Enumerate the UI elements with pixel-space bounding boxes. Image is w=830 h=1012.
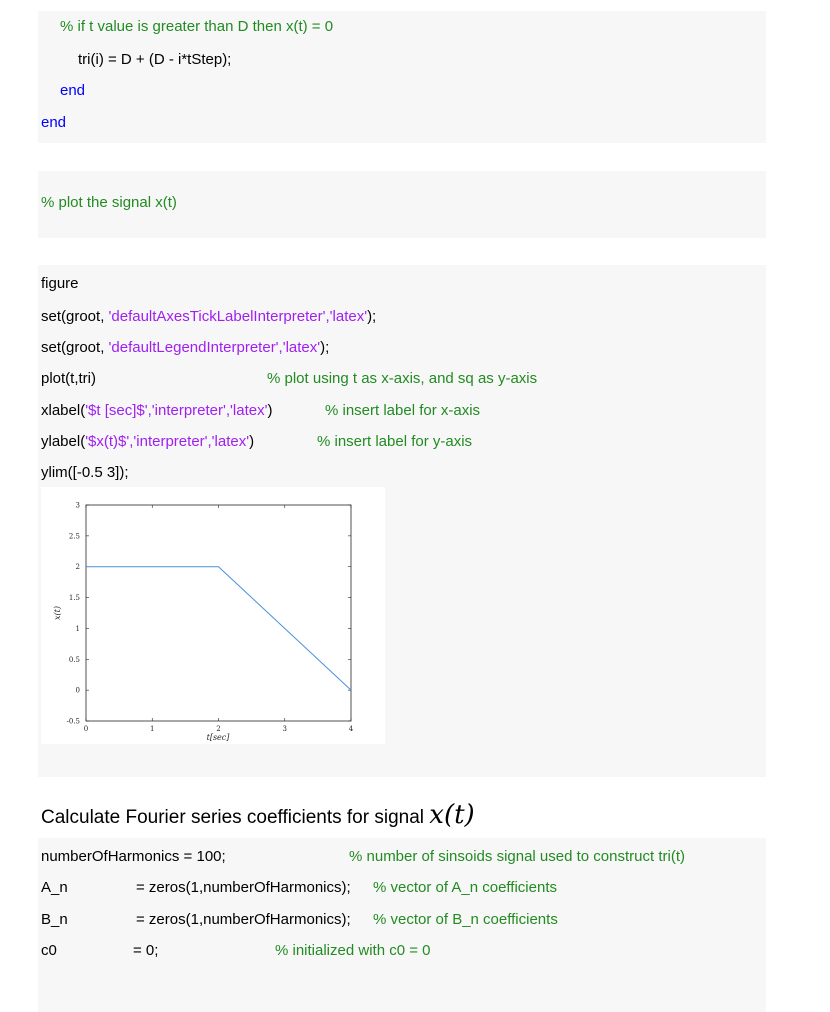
code-line-set2 <box>41 339 329 357</box>
y-tick-label: 2 <box>75 563 80 572</box>
code-block-loop-end[interactable] <box>38 11 766 143</box>
code-text: ) <box>249 433 255 450</box>
code-keyword-end: end <box>60 82 86 99</box>
x-tick-label: 3 <box>282 725 287 733</box>
code-comment: % initialized with c0 = 0 <box>275 942 431 959</box>
code-line: = 0; <box>133 942 159 959</box>
x-tick-label: 0 <box>83 725 89 733</box>
x-tick-label: 2 <box>216 725 221 733</box>
code-string: '$t [sec]$','interpreter','latex' <box>85 402 268 419</box>
code-string: 'defaultAxesTickLabelInterpreter','latex' <box>108 308 368 325</box>
code-line-ylim: ylim([-0.5 3]); <box>41 464 129 481</box>
code-line: numberOfHarmonics = 100; <box>41 848 226 865</box>
x-tick-label: 1 <box>150 725 155 733</box>
code-text: set(groot, <box>41 308 109 325</box>
plot-axes-box <box>86 505 351 721</box>
y-axis-label: x(t) <box>53 606 62 620</box>
code-line-ylabel <box>41 433 254 451</box>
code-line: = zeros(1,numberOfHarmonics); <box>136 911 351 928</box>
code-line-plot: plot(t,tri) <box>41 370 97 387</box>
code-line: tri(i) = D + (D - i*tStep); <box>78 51 232 68</box>
x-tick-label: 4 <box>348 725 354 733</box>
code-text: ) <box>267 402 273 419</box>
y-tick-label: 0 <box>75 686 80 695</box>
line-chart <box>41 487 385 744</box>
code-text: xlabel( <box>41 402 86 419</box>
heading-math: x(t) <box>429 800 475 830</box>
heading-text: Calculate Fourier series coefficients for signal <box>41 807 430 828</box>
code-comment: % insert label for y-axis <box>317 433 473 450</box>
code-line-xlabel <box>41 402 272 420</box>
code-string: 'defaultLegendInterpreter','latex' <box>108 339 321 356</box>
code-text: set(groot, <box>41 339 109 356</box>
plot-figure <box>41 487 385 744</box>
y-tick-label: 1.5 <box>68 594 80 603</box>
code-comment: % number of sinsoids signal used to construct tri(t) <box>349 848 685 865</box>
code-comment: % if t value is greater than D then x(t) = 0 <box>60 18 334 35</box>
y-tick-label: 0.5 <box>68 655 80 664</box>
code-comment: % insert label for x-axis <box>325 402 481 419</box>
y-tick-label: 1 <box>75 624 80 633</box>
code-var-name: c0 <box>41 942 57 959</box>
code-text: ylabel( <box>41 433 86 450</box>
code-var-name: A_n <box>41 879 68 896</box>
code-line: = zeros(1,numberOfHarmonics); <box>136 879 351 896</box>
code-line-set1 <box>41 308 376 326</box>
code-comment: % vector of A_n coefficients <box>373 879 557 896</box>
code-text: ); <box>367 308 377 325</box>
code-block-plot-comment[interactable] <box>38 171 766 238</box>
y-tick-label: 2.5 <box>68 532 80 541</box>
code-figure: figure <box>41 275 79 292</box>
code-block-fourier[interactable] <box>38 838 766 1012</box>
x-axis-label: t[sec] <box>206 733 230 742</box>
code-string: '$x(t)$','interpreter','latex' <box>85 433 250 450</box>
code-comment: % vector of B_n coefficients <box>373 911 558 928</box>
code-comment: % plot using t as x-axis, and sq as y-axis <box>267 370 538 387</box>
code-var-name: B_n <box>41 911 68 928</box>
code-comment: % plot the signal x(t) <box>41 194 177 211</box>
y-tick-label: 3 <box>75 501 80 510</box>
y-tick-label: -0.5 <box>66 717 80 726</box>
code-keyword-end: end <box>41 114 67 131</box>
code-text: ); <box>320 339 330 356</box>
section-heading <box>41 800 475 830</box>
